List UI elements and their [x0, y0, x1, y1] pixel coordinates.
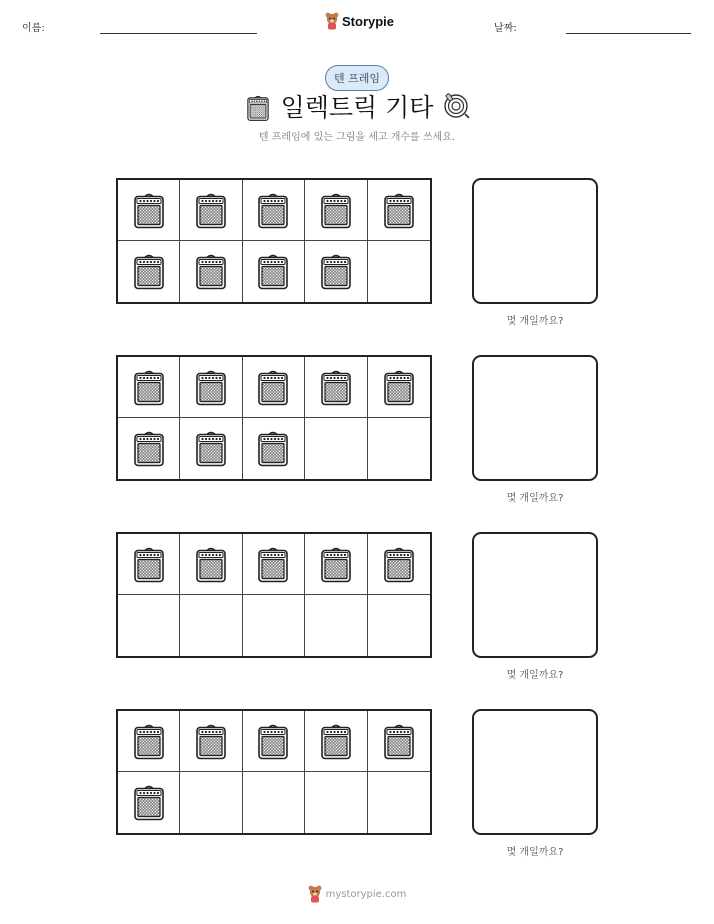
- frame-cell: [243, 772, 305, 833]
- frame-cell: [305, 357, 367, 418]
- frame-cell: [243, 357, 305, 418]
- guitar-amp-icon: [133, 430, 165, 467]
- frame-cell: [118, 711, 180, 772]
- question-4: 몇 개일까요?: [506, 847, 564, 858]
- guitar-amp-icon: [257, 253, 289, 290]
- guitar-amp-icon: [133, 723, 165, 760]
- guitar-amp-icon: [133, 192, 165, 229]
- frame-cell: [243, 241, 305, 302]
- footer: [0, 885, 714, 903]
- guitar-amp-icon: [320, 253, 352, 290]
- answer-box-4[interactable]: [472, 709, 598, 835]
- ten-frame-2: [116, 355, 432, 481]
- ten-frame-badge: 텐 프레임: [325, 65, 389, 91]
- answer-box-2[interactable]: [472, 355, 598, 481]
- guitar-amp-icon: [195, 192, 227, 229]
- question-3: 몇 개일까요?: [506, 670, 564, 681]
- name-label: 이름:: [22, 23, 45, 34]
- frame-cell: [180, 534, 242, 595]
- name-line[interactable]: [100, 33, 257, 34]
- bear-icon: [308, 885, 322, 903]
- guitar-amp-icon: [133, 253, 165, 290]
- frame-cell: [305, 711, 367, 772]
- ten-frame-1: [116, 178, 432, 304]
- frame-cell: [305, 180, 367, 241]
- guitar-amp-icon: [133, 784, 165, 821]
- guitar-amp-icon: [195, 430, 227, 467]
- frame-cell: [305, 772, 367, 833]
- guitar-amp-icon: [246, 95, 270, 121]
- footer-url: mystorypie.com: [325, 888, 407, 900]
- answer-box-1[interactable]: [472, 178, 598, 304]
- frame-cell: [118, 241, 180, 302]
- guitar-amp-icon: [383, 369, 415, 406]
- frame-cell: [305, 534, 367, 595]
- frame-cell: [368, 180, 430, 241]
- guitar-amp-icon: [383, 192, 415, 229]
- frame-cell: [368, 595, 430, 656]
- guitar-amp-icon: [195, 723, 227, 760]
- bear-icon: [325, 12, 339, 30]
- guitar-amp-icon: [320, 546, 352, 583]
- guitar-amp-icon: [195, 369, 227, 406]
- guitar-amp-icon: [320, 369, 352, 406]
- frame-cell: [180, 595, 242, 656]
- guitar-amp-icon: [257, 723, 289, 760]
- frame-cell: [118, 595, 180, 656]
- frame-cell: [243, 595, 305, 656]
- guitar-amp-icon: [383, 723, 415, 760]
- frame-cell: [368, 711, 430, 772]
- frame-cell: [368, 772, 430, 833]
- frame-cell: [180, 772, 242, 833]
- guitar-cable-icon: [441, 91, 471, 121]
- guitar-amp-icon: [257, 369, 289, 406]
- frame-cell: [180, 241, 242, 302]
- frame-cell: [180, 418, 242, 479]
- frame-cell: [243, 418, 305, 479]
- guitar-amp-icon: [195, 253, 227, 290]
- frame-cell: [180, 180, 242, 241]
- frame-cell: [305, 418, 367, 479]
- guitar-amp-icon: [257, 430, 289, 467]
- date-line[interactable]: [566, 33, 691, 34]
- instructions: 텐 프레임에 있는 그림을 세고 개수를 쓰세요.: [258, 132, 456, 143]
- frame-cell: [368, 534, 430, 595]
- guitar-amp-icon: [320, 192, 352, 229]
- ten-frame-4: [116, 709, 432, 835]
- guitar-amp-icon: [257, 192, 289, 229]
- logo-text: Storypie: [342, 13, 395, 29]
- frame-cell: [305, 241, 367, 302]
- frame-cell: [180, 357, 242, 418]
- storypie-logo: [325, 12, 394, 30]
- question-2: 몇 개일까요?: [506, 493, 564, 504]
- date-label: 날짜:: [494, 23, 517, 34]
- frame-cell: [180, 711, 242, 772]
- answer-box-3[interactable]: [472, 532, 598, 658]
- frame-cell: [118, 772, 180, 833]
- question-1: 몇 개일까요?: [506, 316, 564, 327]
- frame-cell: [118, 357, 180, 418]
- guitar-amp-icon: [133, 369, 165, 406]
- ten-frame-3: [116, 532, 432, 658]
- frame-cell: [368, 357, 430, 418]
- frame-cell: [118, 534, 180, 595]
- guitar-amp-icon: [195, 546, 227, 583]
- frame-cell: [243, 180, 305, 241]
- frame-cell: [118, 418, 180, 479]
- frame-cell: [243, 534, 305, 595]
- frame-cell: [118, 180, 180, 241]
- page-title: 일렉트릭 기타: [280, 93, 434, 122]
- frame-cell: [368, 418, 430, 479]
- frame-cell: [243, 711, 305, 772]
- guitar-amp-icon: [133, 546, 165, 583]
- guitar-amp-icon: [257, 546, 289, 583]
- guitar-amp-icon: [383, 546, 415, 583]
- frame-cell: [368, 241, 430, 302]
- guitar-amp-icon: [320, 723, 352, 760]
- frame-cell: [305, 595, 367, 656]
